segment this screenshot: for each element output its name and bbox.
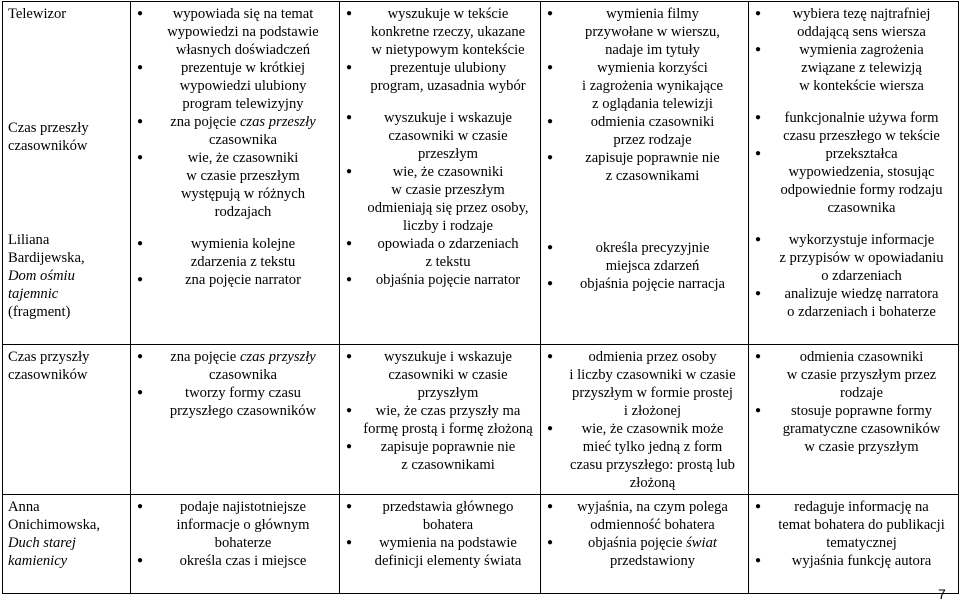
list-item: ● określa czas i miejsce [136, 552, 334, 570]
list-item: ● odmienia czasowniki przez rodzaje [546, 113, 743, 149]
list-item: ● odmienia czasowniki w czasie przyszłym przez rodzaje [754, 348, 953, 402]
list-item: ● zapisuje poprawnie nie z czasownikami [345, 438, 535, 474]
list-item: ● stosuje poprawne formy gramatyczne czasowników w czasie przyszłym [754, 402, 953, 456]
list-item: ● wie, że czasowniki w czasie przeszłym występują w różnych rodzajach [136, 149, 334, 221]
list-item: ● wykorzystuje informacje z przypisów w opowiadaniu o zdarzeniach [754, 231, 953, 285]
list-item: ● podaje najistotniejsze informacje o głównym bohaterze [136, 498, 334, 552]
list-item: ● wie, że czasownik może mieć tylko jedną z form czasu przyszłego: prostą lub złożoną [546, 420, 743, 492]
list-item: ● prezentuje w krótkiej wypowiedzi ulubiony program telewizyjny [136, 59, 334, 113]
list-item: ● wymienia filmy przywołane w wierszu, nadaje im tytuły [546, 5, 743, 59]
author-name: Onichimowska, [8, 517, 101, 533]
topic-cell [3, 2, 131, 345]
work-title: kamienicy [8, 553, 68, 569]
list-item: ● zapisuje poprawnie nie z czasownikami [546, 149, 743, 185]
list-item: ● wybiera tezę najtrafniej oddającą sens wiersza [754, 5, 953, 41]
requirements-cell [749, 495, 959, 594]
list-item: ● wyjaśnia, na czym polega odmienność bohatera [546, 498, 743, 534]
table-row [3, 495, 959, 594]
list-item: ● prezentuje ulubiony program, uzasadnia wybór [345, 59, 535, 95]
requirements-cell [340, 495, 541, 594]
list-item: ● objaśnia pojęcie narrator [345, 271, 535, 289]
list-item: ● wymienia korzyści i zagrożenia wynikające z oglądania telewizji [546, 59, 743, 113]
work-note: (fragment) [8, 304, 71, 320]
requirements-cell [749, 345, 959, 495]
list-item: ● wie, że czasowniki w czasie przeszłym odmieniają się przez osoby, liczby i rodzaje [345, 163, 535, 235]
requirements-cell [340, 345, 541, 495]
topic-title: Czas przyszły czasowników [8, 349, 90, 383]
list-item: ● analizuje wiedzę narratora o zdarzeniach i bohaterze [754, 285, 953, 321]
list-item: ● odmienia przez osoby i liczby czasowniki w czasie przyszłym w formie prostej i złożonej [546, 348, 743, 420]
list-item: ● wymienia kolejne zdarzenia z tekstu [136, 235, 334, 271]
requirements-cell [541, 2, 749, 345]
work-title: tajemnic [8, 286, 59, 302]
list-item: ● zna pojęcie czas przyszły czasownika [136, 348, 334, 384]
work-title: Dom ośmiu [8, 268, 75, 284]
page-number: 7 [938, 586, 946, 602]
list-item: ● opowiada o zdarzeniach z tekstu [345, 235, 535, 271]
list-item: ● przedstawia głównego bohatera [345, 498, 535, 534]
list-item: ● redaguje informację na temat bohatera do publikacji tematycznej [754, 498, 953, 552]
list-item: ● wypowiada się na temat wypowiedzi na podstawie własnych doświadczeń [136, 5, 334, 59]
author-name: Liliana Bardijewska, [8, 232, 85, 266]
topic-title: Czas przeszły czasowników [8, 120, 89, 154]
requirements-cell [541, 495, 749, 594]
requirements-cell [749, 2, 959, 345]
topic-cell [3, 495, 131, 594]
author-name: Anna [8, 499, 40, 515]
list-item: ● wyszukuje i wskazuje czasowniki w czasie przeszłym [345, 109, 535, 163]
work-title: Duch starej [8, 535, 76, 551]
list-item: ● wymienia zagrożenia związane z telewizją w kontekście wiersza [754, 41, 953, 95]
list-item: ● wie, że czas przyszły ma formę prostą i formę złożoną [345, 402, 535, 438]
list-item: ● zna pojęcie czas przeszły czasownika [136, 113, 334, 149]
list-item: ● objaśnia pojęcie świat przedstawiony [546, 534, 743, 570]
table-row [3, 2, 959, 345]
list-item: ● wyszukuje i wskazuje czasowniki w czasie przyszłym [345, 348, 535, 402]
list-item: ● wymienia na podstawie definicji elementy świata [345, 534, 535, 570]
table-row [3, 345, 959, 495]
requirements-cell [131, 495, 340, 594]
list-item: ● określa precyzyjnie miejsca zdarzeń [546, 239, 743, 275]
list-item: ● zna pojęcie narrator [136, 271, 334, 289]
lesson-plan-table [2, 1, 959, 594]
list-item: ● przekształca wypowiedzenia, stosując odpowiednie formy rodzaju czasownika [754, 145, 953, 217]
list-item: ● objaśnia pojęcie narracja [546, 275, 743, 293]
list-item: ● wyjaśnia funkcję autora [754, 552, 953, 570]
requirements-cell [131, 2, 340, 345]
requirements-cell [340, 2, 541, 345]
list-item: ● wyszukuje w tekście konkretne rzeczy, ukazane w nietypowym kontekście [345, 5, 535, 59]
requirements-cell [541, 345, 749, 495]
topic-cell [3, 345, 131, 495]
list-item: ● tworzy formy czasu przyszłego czasowników [136, 384, 334, 420]
topic-title: Telewizor [8, 6, 67, 22]
requirements-cell [131, 345, 340, 495]
list-item: ● funkcjonalnie używa form czasu przeszłego w tekście [754, 109, 953, 145]
